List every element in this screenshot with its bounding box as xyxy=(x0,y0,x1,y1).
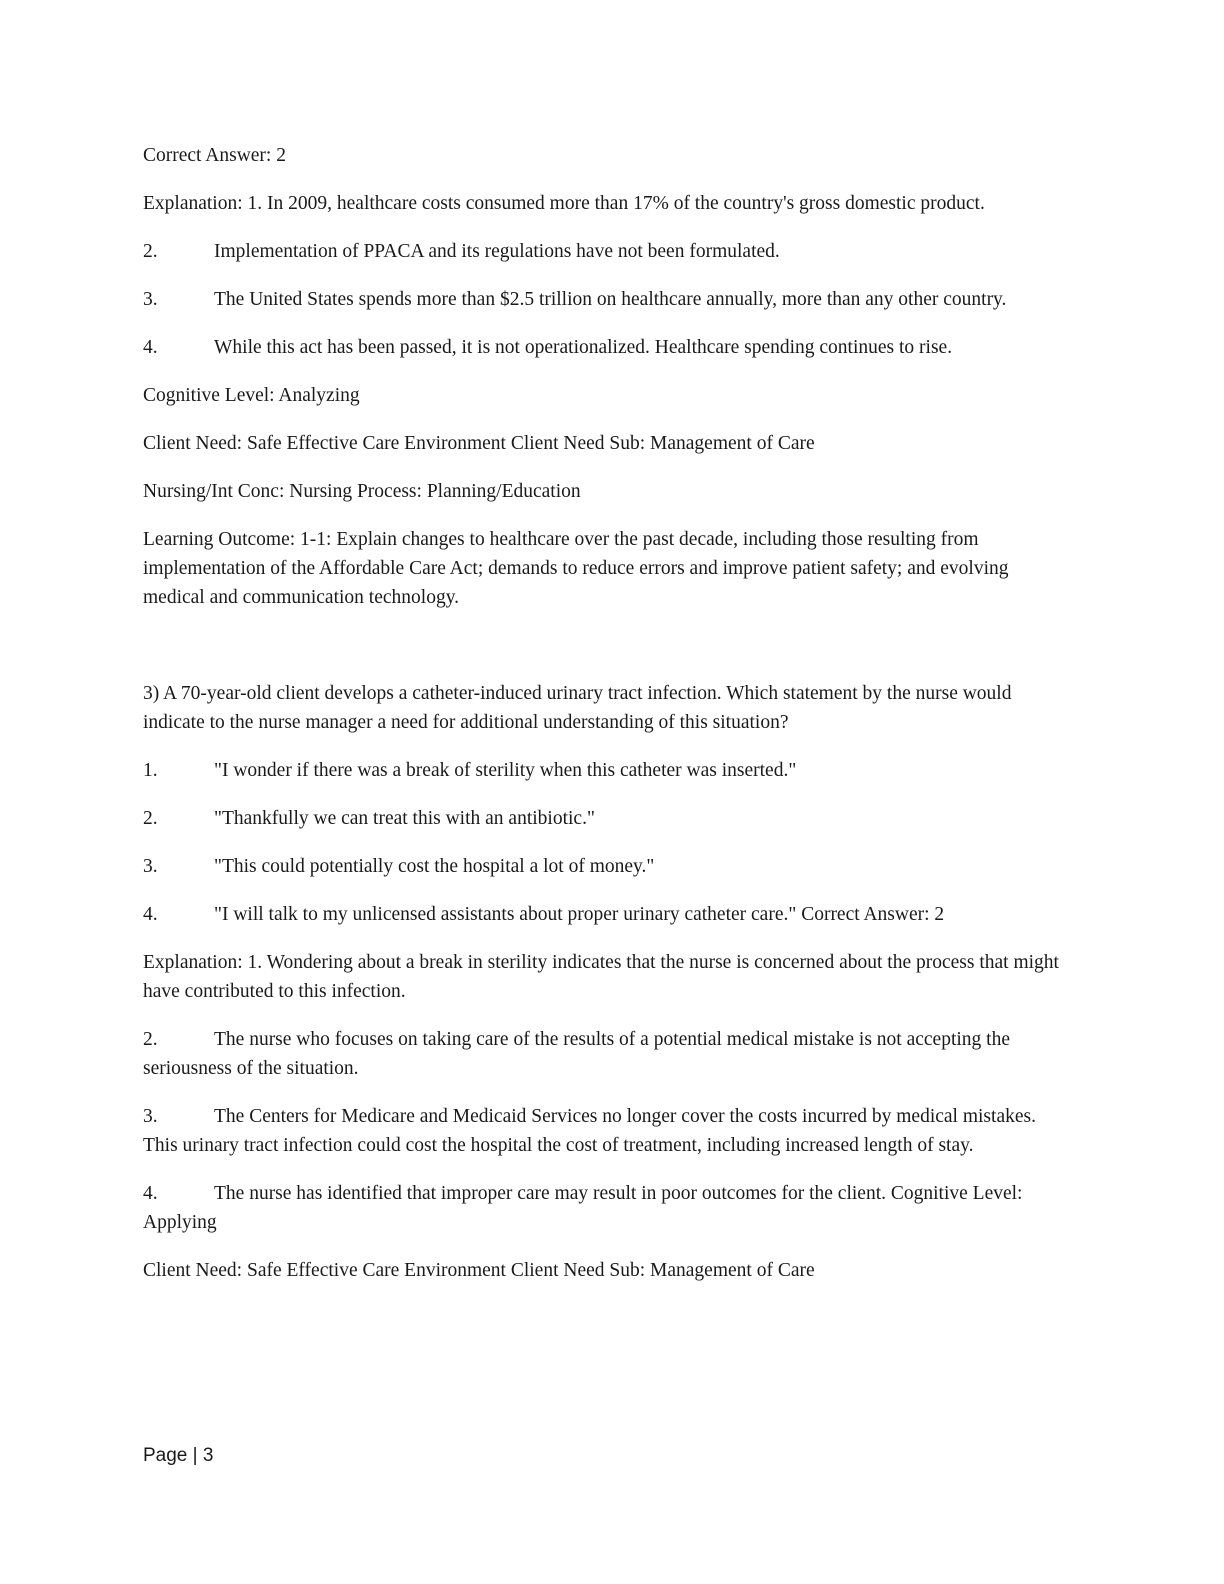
explanation-item xyxy=(143,237,1073,266)
item-number: 3. xyxy=(143,1106,158,1127)
client-need: Client Need: Safe Effective Care Environment Client Need Sub: Management of Care xyxy=(143,433,815,454)
item-number: 4. xyxy=(143,1183,158,1204)
option-text: "I will talk to my unlicensed assistants about proper urinary catheter care." Correct Answer: 2 xyxy=(214,904,945,925)
answer-option xyxy=(143,756,1073,785)
option-number: 1. xyxy=(143,760,158,781)
explanation-item xyxy=(143,1102,1073,1160)
item-text: The Centers for Medicare and Medicaid Services no longer cover the costs incurred by medical mistakes. This urinary tract infection could cost the hospital the cost of treatment, including increased length of stay. xyxy=(143,1106,1036,1156)
explanation-item xyxy=(143,333,1073,362)
document-body xyxy=(143,141,1073,1304)
explanation-item xyxy=(143,1179,1073,1237)
explanation-paragraph: Explanation: 1. Wondering about a break in sterility indicates that the nurse is concerned about the process that might have contributed to this infection. xyxy=(143,952,1059,1002)
item-number: 2. xyxy=(143,241,158,262)
option-text: "Thankfully we can treat this with an antibiotic." xyxy=(214,808,595,829)
answer-option xyxy=(143,852,1073,881)
question-stem: 3) A 70-year-old client develops a catheter-induced urinary tract infection. Which statement by the nurse would indicate to the nurse manager a need for additional understanding of this situation? xyxy=(143,683,1012,733)
explanation-item xyxy=(143,285,1073,314)
cognitive-level: Cognitive Level: Analyzing xyxy=(143,385,360,406)
option-number: 2. xyxy=(143,808,158,829)
explanation-item xyxy=(143,1025,1073,1083)
nursing-concept: Nursing/Int Conc: Nursing Process: Planning/Education xyxy=(143,481,581,502)
item-text: Implementation of PPACA and its regulations have not been formulated. xyxy=(214,241,780,262)
item-number: 3. xyxy=(143,289,158,310)
learning-outcome: Learning Outcome: 1-1: Explain changes to healthcare over the past decade, including those resulting from implementation of the Affordable Care Act; demands to reduce errors and improve patient safety; and evolving medical and communication technology. xyxy=(143,529,1009,608)
answer-option xyxy=(143,804,1073,833)
item-text: While this act has been passed, it is not operationalized. Healthcare spending continues to rise. xyxy=(214,337,953,358)
item-text: The nurse has identified that improper care may result in poor outcomes for the client. Cognitive Level: Applying xyxy=(143,1183,1023,1233)
answer-option xyxy=(143,900,1073,929)
item-text: The United States spends more than $2.5 trillion on healthcare annually, more than any other country. xyxy=(214,289,1007,310)
item-text: The nurse who focuses on taking care of the results of a potential medical mistake is not accepting the seriousness of the situation. xyxy=(143,1029,1010,1079)
explanation-paragraph: Explanation: 1. In 2009, healthcare costs consumed more than 17% of the country's gross domestic product. xyxy=(143,193,985,214)
correct-answer: Correct Answer: 2 xyxy=(143,145,286,166)
item-number: 2. xyxy=(143,1029,158,1050)
option-text: "This could potentially cost the hospital a lot of money." xyxy=(214,856,655,877)
client-need: Client Need: Safe Effective Care Environment Client Need Sub: Management of Care xyxy=(143,1260,815,1281)
option-number: 3. xyxy=(143,856,158,877)
page-footer: Page | 3 xyxy=(143,1445,214,1466)
option-text: "I wonder if there was a break of sterility when this catheter was inserted." xyxy=(214,760,797,781)
item-number: 4. xyxy=(143,337,158,358)
option-number: 4. xyxy=(143,904,158,925)
section-spacer xyxy=(143,631,1073,679)
